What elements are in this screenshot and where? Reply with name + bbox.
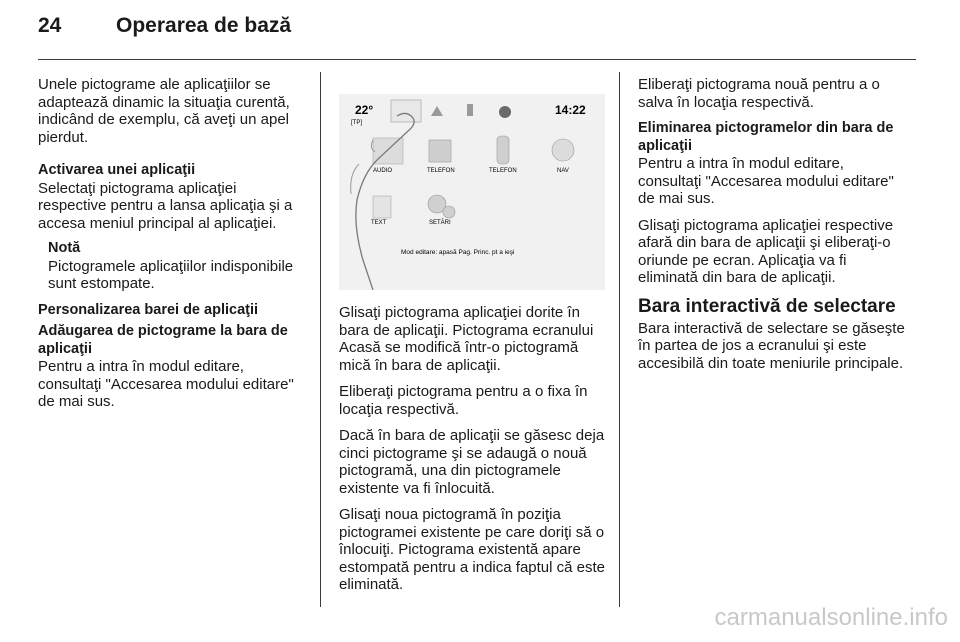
tile-phone-1[interactable] — [427, 140, 455, 174]
paragraph: Bara interactivă de selectare se găseşte în partea de jos a ecranului şi este accesibilă din toate meniurile principale. — [638, 319, 905, 372]
paragraph: Dacă în bara de aplicaţii se găsesc deja cinci pictograme şi se adaugă o nouă pictogramă, una din pictogramele existente va fi înlocuită. — [339, 427, 605, 497]
paragraph: Selectaţi pictograma aplicaţiei respective pentru a lansa aplicaţia şi a accesa meniul principal al aplicaţiei. — [38, 179, 293, 232]
screen-background — [339, 94, 605, 290]
tile-label: AUDIO — [373, 168, 393, 174]
column-3 — [638, 76, 910, 381]
subsection-heading-add: Adăugarea de pictograme la bara de aplicaţii — [38, 323, 288, 357]
paragraph: Glisaţi pictograma aplicaţiei dorite în bara de aplicaţii. Pictograma ecranului Acasă se modifică într-o pictogramă mică în bara de aplicaţii. — [339, 304, 594, 374]
section-heading-personalize: Personalizarea barei de aplicaţii — [38, 301, 259, 318]
app-bar-icon — [467, 104, 473, 116]
tp-label: [TP] — [351, 120, 363, 126]
column-divider-1 — [320, 72, 321, 607]
column-2 — [339, 304, 605, 603]
note-title: Notă — [48, 240, 81, 256]
edit-mode-screen-figure — [339, 72, 605, 290]
note-text: Pictogramele aplicaţiilor indisponibile sunt estompate. — [48, 257, 294, 292]
column-divider-2 — [619, 72, 620, 607]
page-number: 24 — [38, 14, 62, 37]
section-heading-interactive-bar: Bara interactivă de selectare — [638, 295, 896, 317]
tile-label: SETĂRI — [429, 220, 451, 226]
record-icon — [499, 106, 511, 118]
edit-mode-status: Mod editare: apasă Pag. Princ. pt a ieşi — [401, 249, 515, 256]
paragraph: Glisaţi pictograma aplicaţiei respective afară din bara de aplicaţii şi eliberaţi-o oriunde pe ecran. Aplicaţia va fi eliminată din bara de aplicaţii. — [638, 216, 894, 286]
paragraph: Unele pictograme ale aplicaţiilor se adaptează dinamic la situaţia curentă, indicând de exemplu, că aveţi un apel pierdut. — [38, 76, 290, 146]
clock-label: 14:22 — [555, 103, 586, 117]
temperature-label: 22° — [355, 103, 374, 117]
tile-label: TEXT — [371, 220, 387, 226]
column-1 — [38, 76, 306, 420]
tile-label: TELEFON — [489, 168, 517, 174]
page-title: Operarea de bază — [116, 14, 292, 37]
paragraph: Eliberaţi pictograma pentru a o fixa în locaţia respectivă. — [339, 383, 588, 418]
paragraph: Pentru a intra în modul editare, consultaţi "Accesarea modului editare" de mai sus. — [38, 358, 294, 410]
paragraph: Pentru a intra în modul editare, consultaţi "Accesarea modului editare" de mai sus. — [638, 155, 894, 207]
watermark: carmanualsonline.info — [714, 604, 948, 631]
paragraph: Glisaţi noua pictogramă în poziţia pictogramei existente pe care doriţi să o înlocuiţi. Pictograma existentă apare estompată pentru a indica faptul că este eliminată. — [339, 506, 606, 593]
subsection-heading-remove: Eliminarea pictogramelor din bara de aplicaţii — [638, 120, 894, 154]
page-header — [38, 14, 918, 62]
note-box — [38, 240, 306, 293]
section-heading-activate: Activarea unei aplicaţii — [38, 162, 196, 178]
paragraph: Eliberaţi pictograma nouă pentru a o salva în locaţia respectivă. — [638, 76, 880, 111]
header-rule — [38, 59, 916, 60]
tile-label: NAV — [557, 168, 569, 174]
app-bar-slot[interactable] — [391, 100, 421, 122]
tile-label: TELEFON — [427, 168, 455, 174]
